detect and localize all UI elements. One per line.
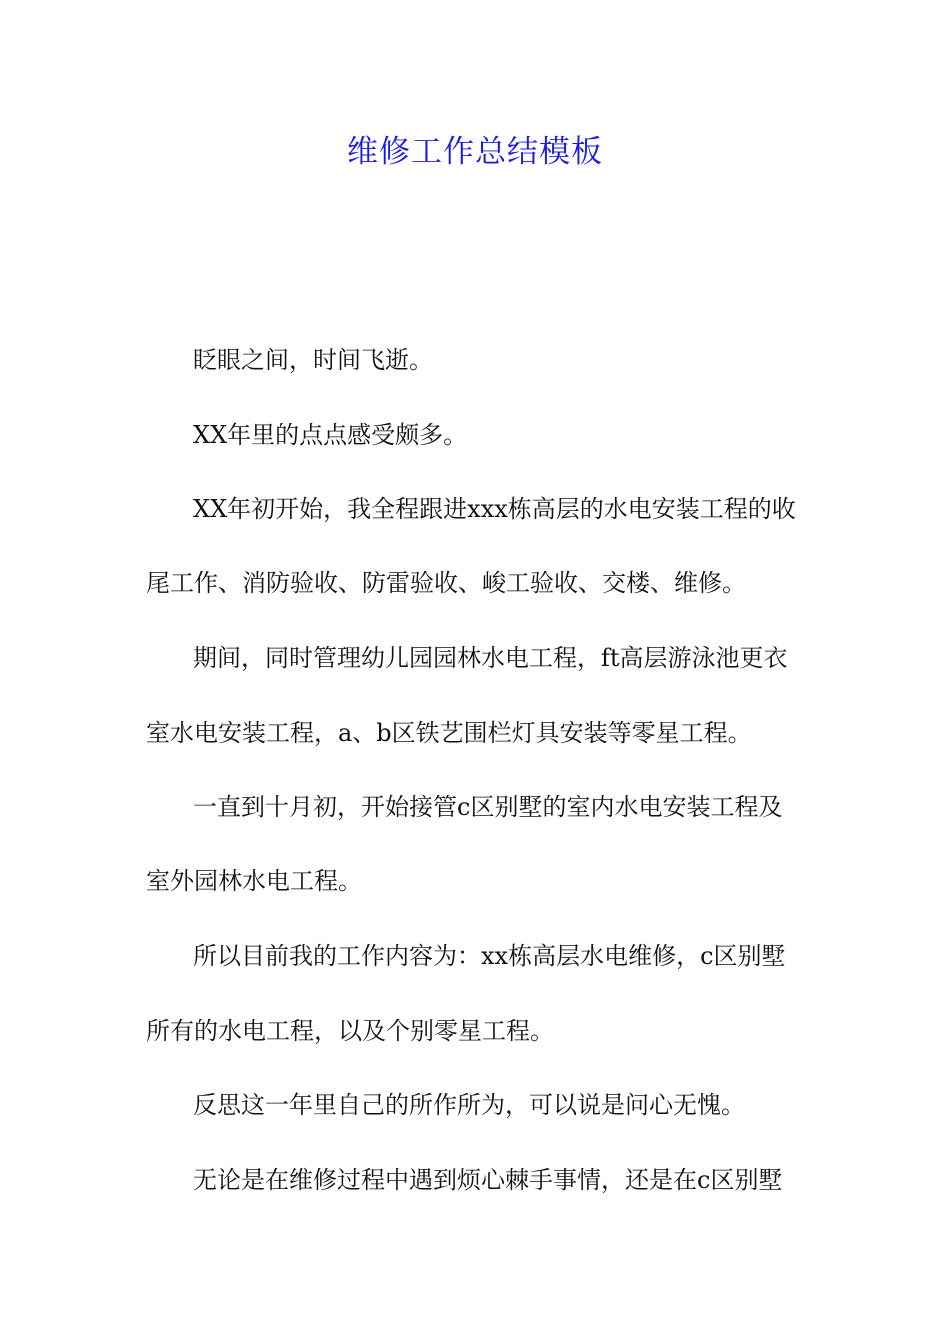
paragraph-line: 一直到十月初，开始接管c区别墅的室内水电安装工程及 (193, 793, 783, 821)
paragraph-line: 眨眼之间，时间飞逝。 (193, 346, 433, 374)
document-title: 维修工作总结模板 (347, 134, 603, 170)
paragraph-line: 室水电安装工程，a、b区铁艺围栏灯具安装等零星工程。 (146, 719, 752, 747)
paragraph-line: 所有的水电工程，以及个别零星工程。 (146, 1017, 554, 1045)
paragraph-line: 尾工作、消防验收、防雷验收、峻工验收、交楼、维修。 (146, 569, 746, 597)
paragraph-line: 所以目前我的工作内容为：xx栋高层水电维修，c区别墅 (193, 942, 786, 970)
paragraph-line: 期间，同时管理幼儿园园林水电工程，ft高层游泳池更衣 (193, 644, 788, 672)
paragraph-line: XX年里的点点感受颇多。 (193, 421, 468, 449)
paragraph-line: 无论是在维修过程中遇到烦心棘手事情，还是在c区别墅 (193, 1166, 783, 1194)
paragraph-line: 反思这一年里自己的所作所为，可以说是问心无愧。 (193, 1091, 745, 1119)
paragraph-line: 室外园林水电工程。 (146, 867, 362, 895)
paragraph-line: XX年初开始，我全程跟进xxx栋高层的水电安装工程的收 (193, 495, 796, 523)
